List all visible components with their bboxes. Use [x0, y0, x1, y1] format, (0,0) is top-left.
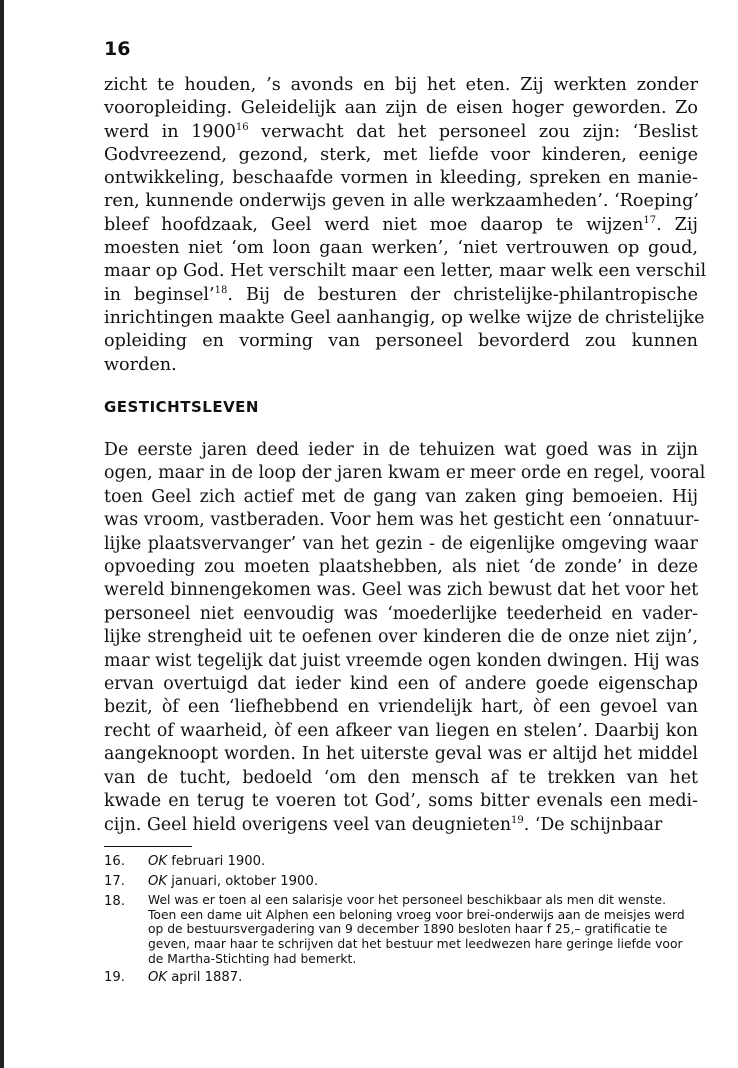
footnote-18	[104, 893, 698, 968]
section-heading: GESTICHTSLEVEN	[104, 398, 259, 416]
text-line: vooropleiding. Geleidelijk aan zijn de eisen hoger geworden. Zo	[104, 98, 698, 119]
footnote-ref[interactable]: 17	[643, 214, 657, 226]
text-line: van de tucht, bedoeld ‘om den mensch af te trekken van het	[104, 767, 698, 788]
text-line: zicht te houden, ’s avonds en bij het eten. Zij werkten zonder	[104, 75, 698, 95]
text-line: maar op God. Het verschilt maar een letter, maar welk een verschil	[104, 261, 707, 282]
text-line: ogen, maar in de loop der jaren kwam er meer orde en regel, vooral	[104, 463, 706, 484]
text-line: inrichtingen maakte Geel aanhangig, op welke wijze de christelijke	[104, 307, 705, 328]
text-line: worden.	[104, 354, 177, 375]
text-line: bleef hoofdzaak, Geel werd niet moe daarop te wijzen$^{17}$. Zij	[104, 214, 698, 235]
text-line: Godvreezend, gezond, sterk, met liefde voor kinderen, eenige	[104, 144, 698, 165]
footnote-text: februari 1900.	[167, 854, 266, 869]
footnote-divider	[104, 846, 192, 847]
footnote-text: april 1887.	[167, 970, 243, 986]
text-line: bezit, òf een ‘liefhebbend en vriendelijk hart, òf een gevoel van	[104, 697, 698, 718]
footnote-number: 19.	[104, 970, 125, 986]
text-line: opvoeding zou moeten plaatshebben, als niet ‘de zonde’ in deze	[104, 557, 698, 578]
page-number: 16	[104, 38, 131, 60]
text-line: recht of waarheid, òf een afkeer van liegen en stelen’. Daarbij kon	[104, 720, 698, 741]
footnote-number: 18.	[104, 893, 125, 909]
text-line: cijn. Geel hield overigens veel van deugnieten$^{19}$. ‘De schijnbaar	[104, 814, 663, 835]
text-line: aangeknoopt worden. In het uiterste geval was er altijd het middel	[104, 744, 698, 765]
text-line: De eerste jaren deed ieder in de tehuizen wat goed was in zijn	[104, 440, 698, 460]
text-line: moesten niet ‘om loon gaan werken’, ‘niet vertrouwen op goud,	[104, 238, 698, 259]
footnote-19	[104, 969, 698, 987]
footnote-source: OK	[148, 873, 168, 889]
text-line: ren, kunnende onderwijs geven in alle werkzaamheden’. ‘Roeping’	[104, 191, 699, 212]
body-paragraph-2	[104, 439, 706, 837]
text-line: lijke strengheid uit te oefenen over kinderen die de onze niet zijn’,	[104, 627, 698, 648]
footnote-source: OK	[148, 970, 168, 986]
footnotes	[104, 853, 698, 989]
text-line: toen Geel zich actief met de gang van zaken ging bemoeien. Hij	[104, 486, 698, 507]
footnote-number: 16.	[104, 854, 125, 869]
text-line: lijke plaatsvervanger’ van het gezin - de eigenlijke omgeving waar	[104, 533, 698, 554]
text-line: werd in 1900$^{16}$ verwacht dat het personeel zou zijn: ‘Beslist	[104, 121, 698, 142]
text-line: ervan overtuigd dat ieder kind een of andere goede eigenschap	[104, 674, 698, 695]
text-line: maar wist tegelijk dat juist vreemde ogen konden dwingen. Hij was	[104, 650, 700, 671]
text-line: personeel niet eenvoudig was ‘moederlijke teederheid en vader-	[104, 603, 698, 624]
text-line: kwade en terug te voeren tot God’, soms bitter evenals een medi-	[104, 791, 698, 812]
footnote-text: januari, oktober 1900.	[167, 873, 319, 889]
footnote-ref[interactable]: 16	[235, 121, 249, 133]
footnote-source: OK	[148, 854, 168, 869]
footnote-16	[104, 853, 698, 871]
footnote-ref[interactable]: 19	[511, 814, 524, 826]
footnote-ref[interactable]: 18	[214, 284, 228, 296]
page-edge-bar	[0, 0, 4, 1068]
text-line: was vroom, vastberaden. Voor hem was het gesticht een ‘onnatuur-	[104, 510, 700, 531]
footnote-number: 17.	[104, 873, 125, 889]
footnote-17	[104, 873, 698, 891]
text-line: in beginsel’$^{18}$. Bij de besturen der christelijke-philantropische	[104, 284, 698, 305]
body-paragraph-1	[104, 74, 707, 377]
text-line: ontwikkeling, beschaafde vormen in kleeding, spreken en manie-	[104, 168, 698, 189]
text-line: opleiding en vorming van personeel bevorderd zou kunnen	[104, 331, 698, 352]
footnote-text: Wel was er toen al een salarisje voor het personeel beschikbaar als men dit wenste. Toen een dame uit Alphen een beloning vroeg voor brei-onderwijs aan de meisjes werd op de bestuursvergadering van 9 december 1890 besloten haar f 25,– gratificatie te geven, maar haar te schrijven dat het bestuur met leedwezen hare geringe liefde voor de Martha-Stichting had bemerkt.	[148, 892, 685, 967]
text-line: wereld binnengekomen was. Geel was zich bewust dat het voor het	[104, 580, 699, 601]
